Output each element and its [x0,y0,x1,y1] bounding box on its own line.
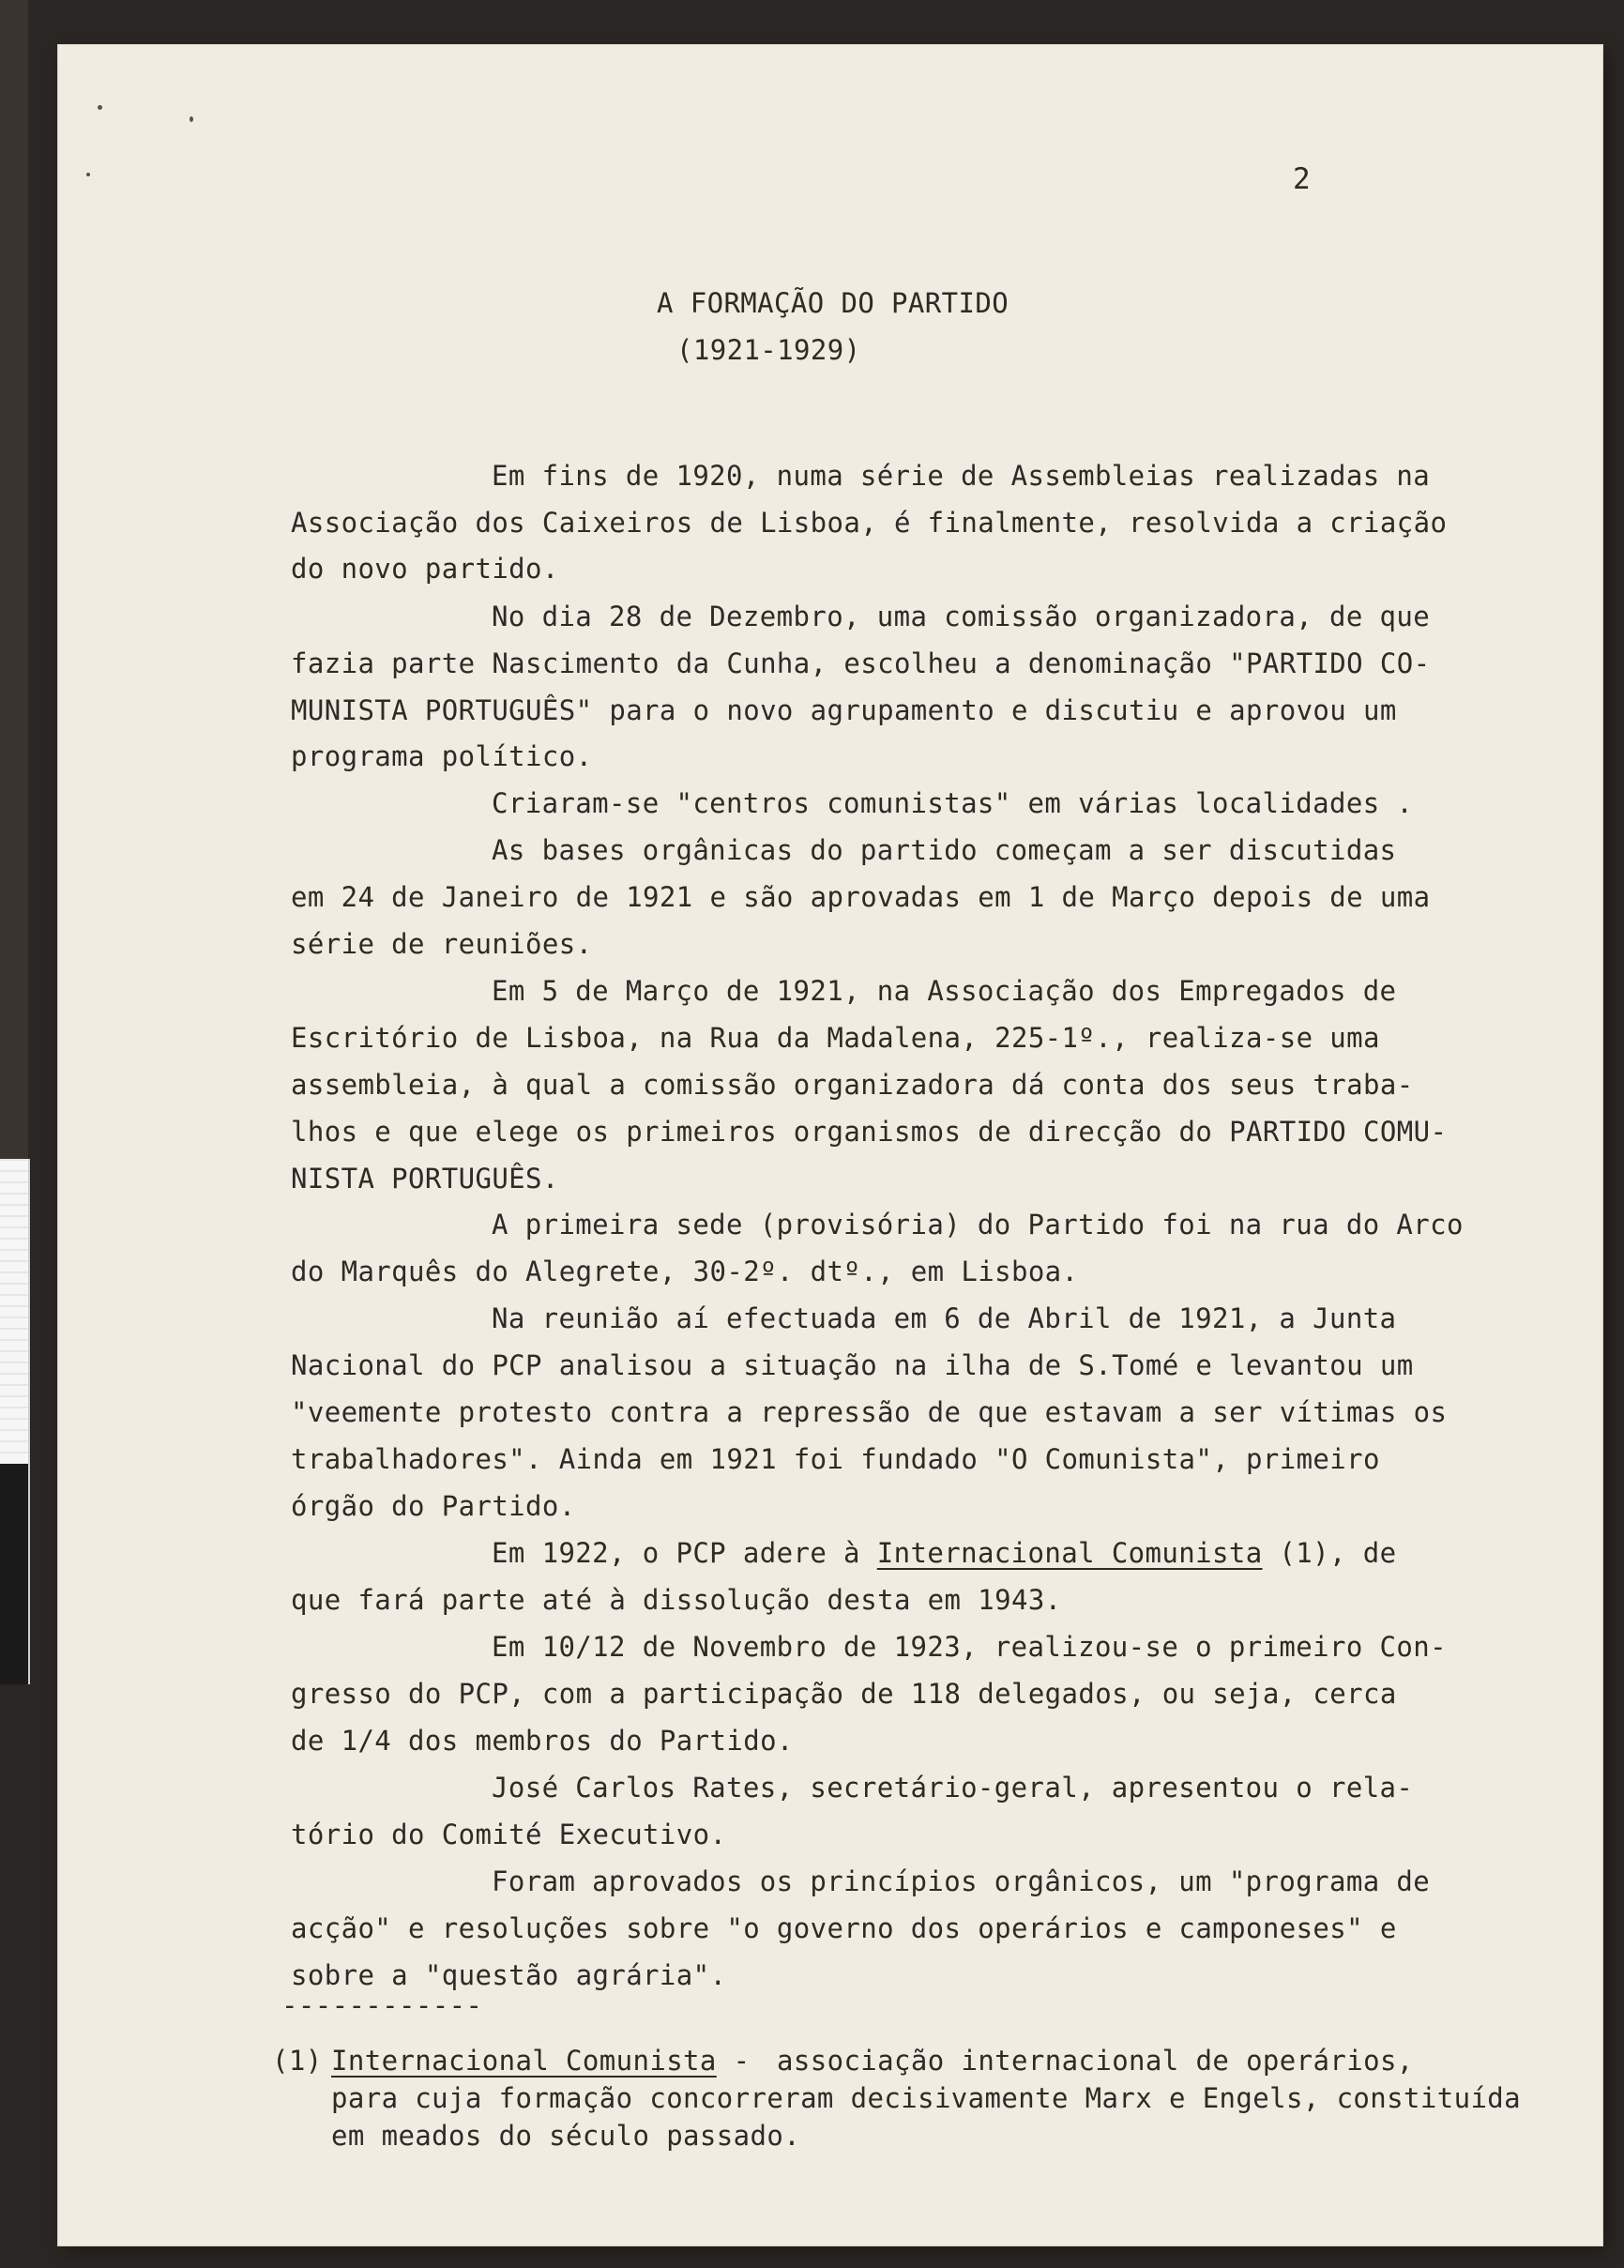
body-line: em 24 de Janeiro de 1921 e são aprovadas em 1 de Março depois de uma [291,881,1431,913]
body-line-start: Em 1922, o PCP adere à [492,1537,877,1569]
body-line: No dia 28 de Dezembro, uma comissão organizadora, de que [492,601,1431,632]
body-line: As bases orgânicas do partido começam a ser discutidas [492,834,1397,866]
body-line: assembleia, à qual a comissão organizadora dá conta dos seus traba- [291,1069,1414,1101]
body-line: José Carlos Rates, secretário-geral, apresentou o rela- [492,1772,1414,1804]
body-line: Nacional do PCP analisou a situação na ilha de S.Tomé e levantou um [291,1349,1414,1381]
internacional-comunista-reference: Internacional Comunista [876,1537,1263,1569]
body-line: do Marquês do Alegrete, 30-2º. dtº., em Lisboa. [291,1256,1079,1287]
body-line: A primeira sede (provisória) do Partido foi na rua do Arco [492,1209,1464,1241]
body-line: NISTA PORTUGUÊS. [291,1163,559,1195]
footnote-line: associação internacional de operários, [777,2045,1414,2077]
footnote-ref: (1), de [1262,1537,1397,1569]
body-line: Foram aprovados os princípios orgânicos, um "programa de [492,1865,1431,1897]
footnote-separator: ------------ [281,1989,483,2021]
body-line: Escritório de Lisboa, na Rua da Madalena, 225-1º., realiza-se uma [291,1022,1380,1054]
paper-speck [86,173,90,176]
scan-ruler-dark-band [0,1464,28,1684]
body-line: Em fins de 1920, numa série de Assembleias realizadas na [492,460,1431,492]
footnote-line: para cuja formação concorreram decisivamente Marx e Engels, constituída [331,2082,1522,2114]
page-title: A FORMAÇÃO DO PARTIDO [657,287,1009,319]
footnote-marker: (1) [272,2045,323,2077]
body-line: Na reunião aí efectuada em 6 de Abril de 1921, a Junta [492,1302,1397,1334]
body-line: tório do Comité Executivo. [291,1819,727,1850]
body-line-with-reference [492,1537,1397,1569]
body-line: série de reuniões. [291,928,593,960]
body-line: lhos e que elege os primeiros organismos de direcção do PARTIDO COMU- [291,1116,1448,1148]
body-line: Em 5 de Março de 1921, na Associação dos Empregados de [492,975,1397,1007]
body-line: gresso do PCP, com a participação de 118 delegados, ou seja, cerca [291,1678,1397,1710]
page-number: 2 [1293,162,1312,196]
paper-speck [98,105,102,110]
body-line: de 1/4 dos membros do Partido. [291,1725,794,1757]
body-line: que fará parte até à dissolução desta em 1943. [291,1584,1062,1616]
body-line: Associação dos Caixeiros de Lisboa, é finalmente, resolvida a criação [291,507,1448,539]
body-line: acção" e resoluções sobre "o governo dos operários e camponeses" e [291,1912,1397,1944]
paper-speck [190,116,193,122]
body-line: fazia parte Nascimento da Cunha, escolheu a denominação "PARTIDO CO- [291,647,1431,679]
body-line: Criaram-se "centros comunistas" em várias localidades . [492,787,1414,819]
body-line: do novo partido. [291,553,559,585]
body-line: MUNISTA PORTUGUÊS" para o novo agrupamento e discutiu e aprovou um [291,694,1397,726]
body-line: trabalhadores". Ainda em 1921 foi fundado "O Comunista", primeiro [291,1443,1380,1475]
title-years: (1921-1929) [676,334,861,366]
body-line: sobre a "questão agrária". [291,1959,727,1991]
footnote-line: em meados do século passado. [331,2120,801,2152]
footnote-term: Internacional Comunista [331,2045,717,2077]
scan-background-strip [0,0,28,1159]
footnote-first-line [331,2047,751,2075]
body-line: Em 10/12 de Novembro de 1923, realizou-se o primeiro Con- [492,1631,1447,1663]
body-line: programa político. [291,740,593,772]
body-line: "veemente protesto contra a repressão de que estavam a ser vítimas os [291,1396,1448,1428]
body-line: órgão do Partido. [291,1490,576,1522]
footnote-dash: - [716,2045,751,2077]
